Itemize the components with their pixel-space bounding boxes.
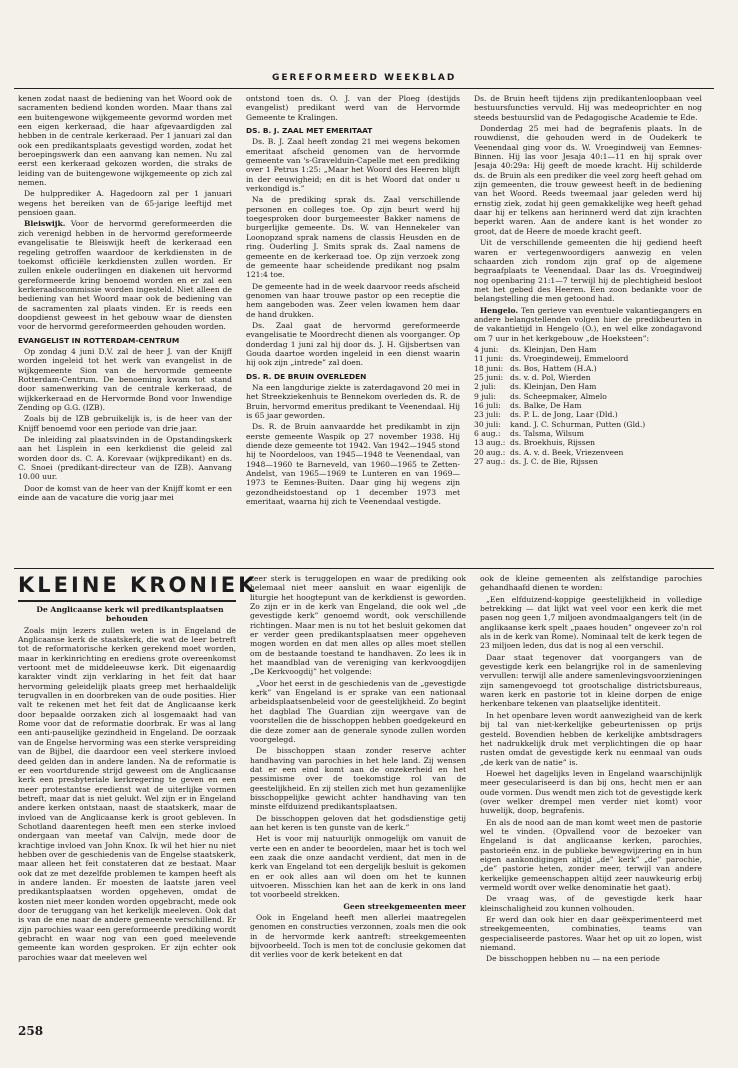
kroniek-title: KLEINE KRONIEK — [18, 573, 258, 597]
place-lead: Hengelo. — [480, 305, 519, 315]
schedule-row — [474, 364, 702, 373]
section-heading: DS. R. DE BRUIN OVERLEDEN — [246, 371, 367, 381]
quote-paragraph: In het openbare leven wordt aanwezigheid van de kerk bij tal van niet-kerkelijke gebeurtenissen op prijs gesteld. Bovendien hebben de kerkelijke ambtsdragers het nadrukkelijk druk met verplichtingen die op haar rusten omdat de gevestigde kerk nu eenmaal van ouds „de kerk van de natie” is. — [480, 710, 702, 767]
schedule-date: 13 aug.: — [474, 438, 506, 448]
quote-paragraph: De vraag was, of de gevestigde kerk haar kleinschaligheid zou kunnen volhouden. — [480, 894, 702, 913]
paragraph: Ds. B. J. Zaal heeft zondag 21 mei wegens bekomen emeritaat afscheid genomen van de hervormde gemeente van 's-Gravelduin-Capelle met een prediking over 1 Petrus 1:25: „Maar het Woord des Heeren blijft in der eeuwigheid; en dit is het Woord dat onder u verkondigd is.” — [246, 137, 460, 194]
schedule-date: 18 juni: — [474, 363, 504, 373]
paragraph: Op zondag 4 juni D.V. zal de heer J. van der Knijff worden ingeleid tot het werk van evangelist in de wijkgemeente Sion van de hervormde gemeente Rotterdam-Centrum. De benoeming kwam tot stand door samenwerking van de centrale kerkeraad, de wijkkerkeraad en de Hervormde Bond voor Inwendige Zending op G.G. (IZB). — [18, 346, 232, 412]
paragraph: Na een langdurige ziekte is zaterdagavond 20 mei in het Streekziekenhuis te Bennekom overleden ds. R. de Bruin, hervormd emeritus predikant te Veenendaal. Hij is 65 jaar geworden. — [246, 382, 460, 420]
paragraph: ook de kleine gemeenten als zelfstandige parochies gehandhaafd dienen te worden: — [480, 574, 702, 593]
paragraph: Ook in Engeland heeft men allerlei maatregelen genomen en constructies verzonnen, zoals men die ook in de hervormde kerk aantreft: streekgemeenten bijvoorbeeld. Toch is men tot de conclusie gekomen dat dit verlies voor de kerk betekent en dat — [250, 913, 466, 960]
schedule-date: 30 juli: — [474, 419, 501, 429]
schedule-row — [474, 392, 702, 401]
quote-paragraph: De bisschoppen staan zonder reserve achter handhaving van parochies in het hele land. Zij wensen dat er een eind komt aan de onzekerheid en het pessimisme over de toekomstige rol van de geestelijkheid. En zij stellen zich met hun gezamenlijke bisschoppelijke gewicht achter handhaving van ten minste elfduizend predikantsplaatsen. — [250, 746, 466, 812]
paragraph: Na de prediking sprak ds. Zaal verschillende personen en colleges toe. Op zijn beurt werd hij toegesproken door burgemeester Bakker namens de burgerlijke gemeente. Ds. W. van Hennekeler van Loonopzand sprak namens de classis Heusden en de ring. Ouderling J. Smits sprak ds. Zaal namens de gemeente en de kerkeraad toe. Op zijn verzoek zong de gemeente haar scheidende predikant nog psalm 121:4 toe. — [246, 195, 460, 280]
schedule-preacher: ds. Balke, De Ham — [510, 401, 582, 410]
schedule-row — [474, 438, 702, 447]
schedule-preacher: ds. Kleinjan, Den Ham — [510, 382, 597, 392]
paragraph: Uit de verschillende gemeenten die hij gediend heeft waren er vertegenwoordigers aanwezig en velen schaarden zich rondom zijn graf op de algemene begraafplaats te Veenendaal. Daar las ds. Vroegindweij nog openbaring 21:1—7 terwijl hij de plechtigheid besloot met het gebed des Heeren. Een zoon bedankte voor de belangstelling die men getoond had. — [474, 238, 702, 304]
paragraph: Ds. Zaal gaat de hervormd gereformeerde evangelisatie te Moordrecht dienen als voorganger. Op donderdag 1 juni zal hij door ds. J. H. Gijsbertsen van Gouda daartoe worden ingeleid in een dienst waarin hij ook zijn „intrede” zal doen. — [246, 320, 460, 368]
quote-paragraph: Daar staat tegenover dat voorgangers van de gevestigde kerk een belangrijke rol in de samenleving vervullen: terwijl alle andere samenlevingsvoorzieningen zijn samengevoegd tot grootschalige districtsbureaus, waren kerk en pastorie tot in kleine dorpen de enige herkenbare tekenen van plaatselijke identiteit. — [480, 652, 702, 709]
schedule-preacher: ds. Broekhuis, Rijssen — [510, 438, 596, 448]
paragraph: De inleiding zal plaatsvinden in de Opstandingskerk aan het Lisplein in een kerkdienst die geleid zal worden door ds. C. A. Korevaar (wijkpredikant) en ds. C. Snoei (predikant-directeur van de IZB). Aanvang 10.00 uur. — [18, 435, 232, 482]
schedule-date: 6 aug.: — [474, 429, 501, 439]
subheading: Geen streekgemeenten meer — [343, 901, 466, 911]
quote-paragraph: „Een elfduizend-koppige geestelijkheid in volledige betrekking — dat lijkt wat veel voor een kerk die met pasen nog geen 1,7 miljoen avondmaalgangers telt (in de anglikaanse kerk spelt „paaes houden” ongeveer zo'n rol als in de kerk van Rome). Nominaal telt de kerk tegen de 23 miljoen leden, dus dat is nog al een verschil. — [480, 594, 702, 651]
paragraph: De hulpprediker A. Hagedoorn zal per 1 januari wegens het bereiken van de 65-jarige leeftijd met pensioen gaan. — [18, 189, 232, 218]
paragraph: Zoals mijn lezers zullen weten is in Engeland de Anglicaanse kerk de staatskerk, die wat de leer betreft tot de reformatorische kerken gerekend moet worden, maar in kerkinrichting en erediens grote overeenkomst vertoont met de middeleeuwse kerk. Dit eigenaardig karakter vindt zijn verklaring in het feit dat haar hervorming geleidelijk plaats greep met herhaaldelijk terugvallen in en doorbreken van de oude posities. Hier valt te rekenen met het feit dat de Anglicaanse kerk door bepaalde oorzaken zich al losgemaakt had van Rome voor dat de reformatie doorbrak. Er was al lang een anti-pauselijke gezindheid in Engeland. De oorzaak van de Engelse hervorming was een sterke verspreiding van de Bijbel, die daardoor een veel sterkere invloed deed gelden dan in andere landen. Na de reformatie is er een voortdurende strijd geweest om de Anglicaanse kerk een presbyteriale kerkregering te geven en een meer protestantse eredienst wat de uiterlijke vormen betreft, maar dat is niet gelukt. Wel zijn er in Engeland andere kerken ontstaan, naast de staatskerk, maar de invloed van de Anglicaanse kerk is groot gebleven. In Schotland daarentegen heeft men een sterke invloed ondergaan van meetaf van Calvijn, mede door de krachtige invloed van John Knox. Ik wil het hier nu niet hebben over de geschiedenis van de Engelse staatskerk, maar alleen het feit constateren dat ze bestaat. Maar ook dat ze met dezelfde problemen te kampen heeft als in andere landen. Er moesten de laatste jaren veel predikantsplaatsen worden opgeheven, omdat de kosten niet meer konden worden opgebracht, mede ook door de teruggang van het kerkelijk meeleven. Ook dat is van de ene naar de andere gemeente verschillend. Er zijn parochies waar een gereformeerde prediking wordt gebracht en waar nog van een goed meelevende gemeente kan worden gesproken. Er zijn echter ook parochies waar dat meeleven wel — [18, 625, 236, 962]
column-3 — [474, 94, 702, 571]
paragraph: Voor de hervormd gereformeerden die zich verenigd hebben in de hervormd gereformeerde evangelisatie te Bleiswijk heeft de kerkeraad een regeling getroffen waardoor de kerkdiensten in de toekomst officiële kerkdiensten zullen worden. Er zullen enkele ouderlingen en diakenen uit hervormd gereformeerde kring benoemd worden en er zal een kerkeraadscommissie worden ingesteld. Niet alleen de bediening van het Woord maar ook de bediening van de sacramenten zal plaats vinden. Er is reeds een doopdienst geweest in het gebouw waar de diensten voor de hervormd gereformeerden gehouden worden. — [18, 219, 232, 332]
section-heading: DS. B. J. ZAAL MET EMERITAAT — [246, 126, 373, 136]
schedule-date: 9 juli: — [474, 391, 496, 401]
masthead: GEREFORMEERD WEEKBLAD — [272, 73, 457, 83]
page-number: 258 — [18, 1024, 44, 1038]
schedule-preacher: ds. Talsma, Wilsum — [510, 429, 584, 439]
column-2 — [246, 94, 460, 571]
section-heading: EVANGELIST IN ROTTERDAM-CENTRUM — [18, 335, 180, 345]
schedule-preacher: ds. Scheepmaker, Almelo — [510, 391, 607, 401]
paragraph: Zoals bij de IZB gebruikelijk is, is de heer van der Knijff benoemd voor een periode van drie jaar. — [18, 414, 232, 433]
kroniek-column-3 — [480, 574, 702, 1025]
schedule-row — [474, 345, 702, 354]
schedule-row — [474, 457, 702, 466]
paragraph: Ds. de Bruin heeft tijdens zijn predikantenloopbaan veel bestuursfuncties vervuld. Hij was medeoprichter en nog steeds bestuurslid van de Pedagogische Academie te Ede. — [474, 94, 702, 122]
schedule-date: 23 juli: — [474, 410, 501, 420]
schedule-row — [474, 448, 702, 457]
kroniek-subtitle: De Anglicaanse kerk wil predikantsplaatsen behouden — [36, 605, 224, 624]
kroniek-column-2 — [250, 574, 466, 1025]
schedule-date: 2 juli: — [474, 382, 496, 392]
schedule-preacher: ds. A. v. d. Beek, Vriezenveen — [510, 447, 624, 457]
schedule-date: 25 juni: — [474, 372, 504, 382]
schedule-preacher: kand. J. C. Schurman, Putten (Gld.) — [510, 419, 646, 429]
schedule-preacher: ds. Bos, Hattem (H.A.) — [510, 363, 597, 373]
quote-paragraph: De bisschoppen geloven dat het godsdienstige getij aan het keren is ten gunste van de kerk.” — [250, 813, 466, 832]
schedule-row — [474, 429, 702, 438]
schedule-date: 4 juni: — [474, 344, 499, 354]
paragraph: Ds. R. de Bruin aanvaardde het predikambt in zijn eerste gemeente Waspik op 27 november 1938. Hij diende deze gemeente tot 1942. Van 1942—1945 stond hij te Noordeloos, van 1945—1948 te Veenendaal, van 1948—1960 te Barneveld, van 1960—1965 te Zetten-Andelst, van 1965—1969 te Lunteren en van 1969—1973 te Eemnes-Buiten. Daar ging hij wegens zijn gezondheidstoestand op 1 december 1973 met emeritaat, waarna hij zich te Veenendaal vestigde. — [246, 422, 460, 507]
schedule-date: 16 juli: — [474, 401, 501, 410]
paragraph: Door de komst van de heer van der Knijff komt er een einde aan de vacature die vorig jaar mei — [18, 483, 232, 503]
paragraph: ontstond toen ds. O. J. van der Ploeg (destijds evangelist) predikant werd van de Hervormde Gemeente te Kralingen. — [246, 94, 460, 122]
schedule-row — [474, 354, 702, 363]
kroniek-column-1 — [18, 605, 236, 1025]
quote-paragraph: Er werd dan ook hier en daar geëxperimenteerd met streekgemeenten, combinaties, teams van gespecialiseerde pastores. Waar het op uit zo lopen, wist niemand. — [480, 915, 702, 953]
place-lead: Bleiswijk. — [24, 219, 66, 229]
schedule-row — [474, 420, 702, 429]
column-1 — [18, 94, 232, 571]
paragraph: Ten gerieve van eventuele vakantiegangers en andere belangstellenden volgen hier de predikbeurten in de vakantietijd in Hengelo (O.), en wel elke zondagavond om 7 uur in het kerkgebouw „de Hoeksteen”: — [474, 305, 702, 343]
schedule-date: 20 aug.: — [474, 447, 506, 457]
schedule-preacher: ds. J. C. de Bie, Rijssen — [510, 457, 599, 467]
schedule-row — [474, 401, 702, 410]
schedule-date: 27 aug.: — [474, 457, 506, 467]
quote-paragraph: En als de nood aan de man komt weet men de pastorie wel te vinden. (Opvallend voor de bezoeker van Engeland is dat anglicaanse kerken, parochies, pastorieën enz. in de publieke bewegwijzering en in hun eigen aankondigingen altijd „de” kerk” „de” parochie, „de” pastorie heten, zonder meer, terwijl van andere kerkelijke gemeenschappen altijd zeer nauwkeurig erbij vermeld wordt over welke denominatie het gaat). — [480, 817, 702, 892]
schedule-row — [474, 382, 702, 391]
preaching-schedule — [474, 345, 702, 466]
paragraph: De bisschoppen hebben nu — na een periode — [486, 954, 660, 964]
schedule-date: 11 juni: — [474, 354, 504, 364]
title-underline — [18, 600, 236, 602]
paragraph: kenen zodat naast de bediening van het Woord ook de sacramenten bediend konden worden. Maar thans zal een buitengewone wijkgemeente gevormd worden met een eigen kerkeraad, die haar afgevaardigden zal hebben in de centrale kerkeraad. Per 1 januari zal dan ook een predikantsplaats gevestigd worden, zodat het beroepingswerk dan een aanvang kan nemen. Nu zal eerst een kerkeraad gekozen worden, die straks de leiding van de buitengewone wijkgemeente op zich zal nemen. — [18, 94, 232, 188]
schedule-preacher: ds. v. d. Pol, Wierden — [510, 372, 591, 382]
schedule-preacher: ds. Kleinjan, Den Ham — [510, 344, 597, 354]
section-rule — [14, 568, 714, 569]
top-rule — [14, 88, 714, 89]
schedule-row — [474, 373, 702, 382]
quote-paragraph: Hoewel het dagelijks leven in Engeland waarschijnlijk meer geseculariseerd is dan bij ons, hecht men er aan oude vormen. Dus wendt men zich tot de gevestigde kerk (over welker drempel men verder niet komt) voor huwelijk, doop, begrafenis. — [480, 768, 702, 816]
schedule-preacher: ds. Vroegindeweij, Emmeloord — [510, 354, 629, 364]
paragraph: Het is voor mij natuurlijk onmogelijk om vanuit de verte een en ander te beoordelen, maar het is toch wel een zaak die onze aandacht verdient, dat men in de kerk van Engeland tot een dergelijk besluit is gekomen en er ook alles aan wil doen om het te kunnen uitvoeren. Misschien kan het aan de kerk in ons land tot voorbeeld strekken. — [250, 834, 466, 900]
paragraph: zeer sterk is teruggelopen en waar de prediking ook helemaal niet meer aansluit en waar eigenlijk de liturgie het hoogtepunt van de kerkdienst is geworden. Zo zijn er in de kerk van Engeland, die ook wel „de gevestigde kerk” genoemd wordt, ook verschillende richtingen. Maar men is nu tot het besluit gekomen dat er verder geen predikantsplaatsen meer opgeheven mogen worden en dat men alles op alles moet stellen om de bestaande toestand te handhaven. Zo lees ik in het maandblad van de vereniging van kerkvoogdijen „De Kerkvoogdij” het volgende: — [250, 574, 466, 677]
paragraph: De gemeente had in de week daarvoor reeds afscheid genomen van haar trouwe pastor op een receptie die hem aangeboden was. Zeer velen kwamen hem daar de hand drukken. — [246, 281, 460, 319]
schedule-preacher: ds. P. L. de Jong, Laar (Dld.) — [510, 410, 618, 420]
quote-paragraph: „Voor het eerst in de geschiedenis van de „gevestigde kerk” van Engeland is er sprake van een nationaal arbeidsplaatsenbeleid voor de geestelijkheid. Zo begint het dagblad The Guardian zijn weergave van de voorstellen die de bisschoppen hebben goedgekeurd en die deze zomer aan de generale synode zullen worden voorgelegd. — [250, 678, 466, 744]
paragraph: Donderdag 25 mei had de begrafenis plaats. In de rouwdienst, die gehouden werd in de Oudekerk te Veenendaal ging voor ds. W. Vroegindweij van Eemnes-Binnen. Hij las voor Jesaja 40:1—11 en hij sprak over Jesaja 40:29a: Hij geeft de moede kracht. Hij schilderde ds. de Bruin als een prediker die veel zorg heeft gehad om zijn gemeenten, die trouw geweest heeft in de bediening van het Woord. Reeds tweemaal jaar geleden werd hij ernstig ziek, zodat hij geen gemakkelijke weg heeft gehad daar hij er telkens aan herinnerd werd dat zijn krachten beperkt waren. Aan de andere kant is het wonder zo groot, dat de Heere de moede kracht geeft. — [474, 124, 702, 236]
schedule-row — [474, 410, 702, 419]
